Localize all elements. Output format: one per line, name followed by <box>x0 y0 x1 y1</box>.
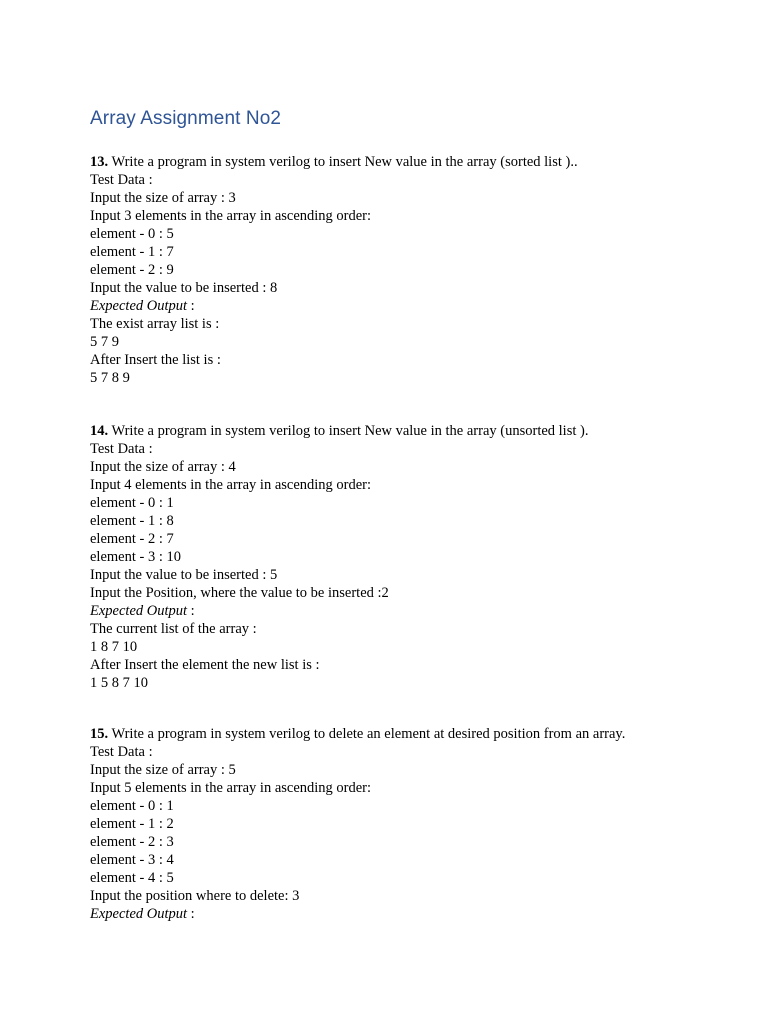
question-13-element-0: element - 0 : 5 <box>90 226 174 242</box>
question-13-size: Input the size of array : 3 <box>90 190 236 206</box>
question-14-value-line: Input the value to be inserted : 5 <box>90 567 278 583</box>
question-15-expected-output <box>90 905 760 923</box>
question-14-element-1: element - 1 : 8 <box>90 513 174 529</box>
question-14-text: Write a program in system verilog to insert New value in the array (unsorted list ). <box>108 423 589 439</box>
question-15-element-1: element - 1 : 2 <box>90 816 174 832</box>
question-13-output-label-2: After Insert the list is : <box>90 352 221 368</box>
question-15-element-3: element - 3 : 4 <box>90 852 174 868</box>
question-14-output-value-1: 1 8 7 10 <box>90 639 138 655</box>
question-13-expected-colon: : <box>187 298 195 314</box>
question-13-prompt <box>90 153 760 171</box>
question-14-expected-output <box>90 602 760 620</box>
question-15-text: Write a program in system verilog to delete an element at desired position from an array. <box>108 726 626 742</box>
question-15-elements-prompt: Input 5 elements in the array in ascending order: <box>90 780 372 796</box>
question-13-expected-output <box>90 297 760 315</box>
question-15-element-4: element - 4 : 5 <box>90 870 174 886</box>
question-15-test-data: Test Data : <box>90 744 153 760</box>
question-15-position-line: Input the position where to delete: 3 <box>90 888 300 904</box>
question-13-value-line: Input the value to be inserted : 8 <box>90 280 278 296</box>
question-14-expected-colon: : <box>187 603 195 619</box>
question-15-element-0: element - 0 : 1 <box>90 798 174 814</box>
question-14-number: 14. <box>90 423 109 439</box>
question-15-expected-colon: : <box>187 906 195 922</box>
question-14-element-2: element - 2 : 7 <box>90 531 174 547</box>
question-13-expected-label: Expected Output <box>90 298 188 314</box>
question-14 <box>90 422 760 692</box>
question-15-prompt <box>90 725 760 743</box>
question-13-element-2: element - 2 : 9 <box>90 262 174 278</box>
question-15 <box>90 725 760 923</box>
question-14-output-value-2: 1 5 8 7 10 <box>90 675 148 691</box>
question-14-output-label-2: After Insert the element the new list is : <box>90 657 320 673</box>
question-13-element-1: element - 1 : 7 <box>90 244 174 260</box>
question-13-output-value-1: 5 7 9 <box>90 334 119 350</box>
question-14-position-line: Input the Position, where the value to be inserted :2 <box>90 585 389 601</box>
question-13-text: Write a program in system verilog to insert New value in the array (sorted list ).. <box>108 154 578 170</box>
question-14-prompt <box>90 422 760 440</box>
question-14-element-3: element - 3 : 10 <box>90 549 182 565</box>
question-15-size: Input the size of array : 5 <box>90 762 236 778</box>
question-15-element-2: element - 2 : 3 <box>90 834 174 850</box>
question-15-number: 15. <box>90 726 109 742</box>
question-15-expected-label: Expected Output <box>90 906 188 922</box>
question-13-number: 13. <box>90 154 109 170</box>
question-13-output-label-1: The exist array list is : <box>90 316 220 332</box>
question-14-element-0: element - 0 : 1 <box>90 495 174 511</box>
question-14-test-data: Test Data : <box>90 441 153 457</box>
question-13-elements-prompt: Input 3 elements in the array in ascending order: <box>90 208 372 224</box>
question-14-elements-prompt: Input 4 elements in the array in ascending order: <box>90 477 372 493</box>
document-title: Array Assignment No2 <box>90 108 282 129</box>
question-13-output-value-2: 5 7 8 9 <box>90 370 130 386</box>
question-13-test-data: Test Data : <box>90 172 153 188</box>
question-13 <box>90 153 760 387</box>
question-14-size: Input the size of array : 4 <box>90 459 236 475</box>
question-14-expected-label: Expected Output <box>90 603 188 619</box>
question-14-output-label-1: The current list of the array : <box>90 621 257 637</box>
